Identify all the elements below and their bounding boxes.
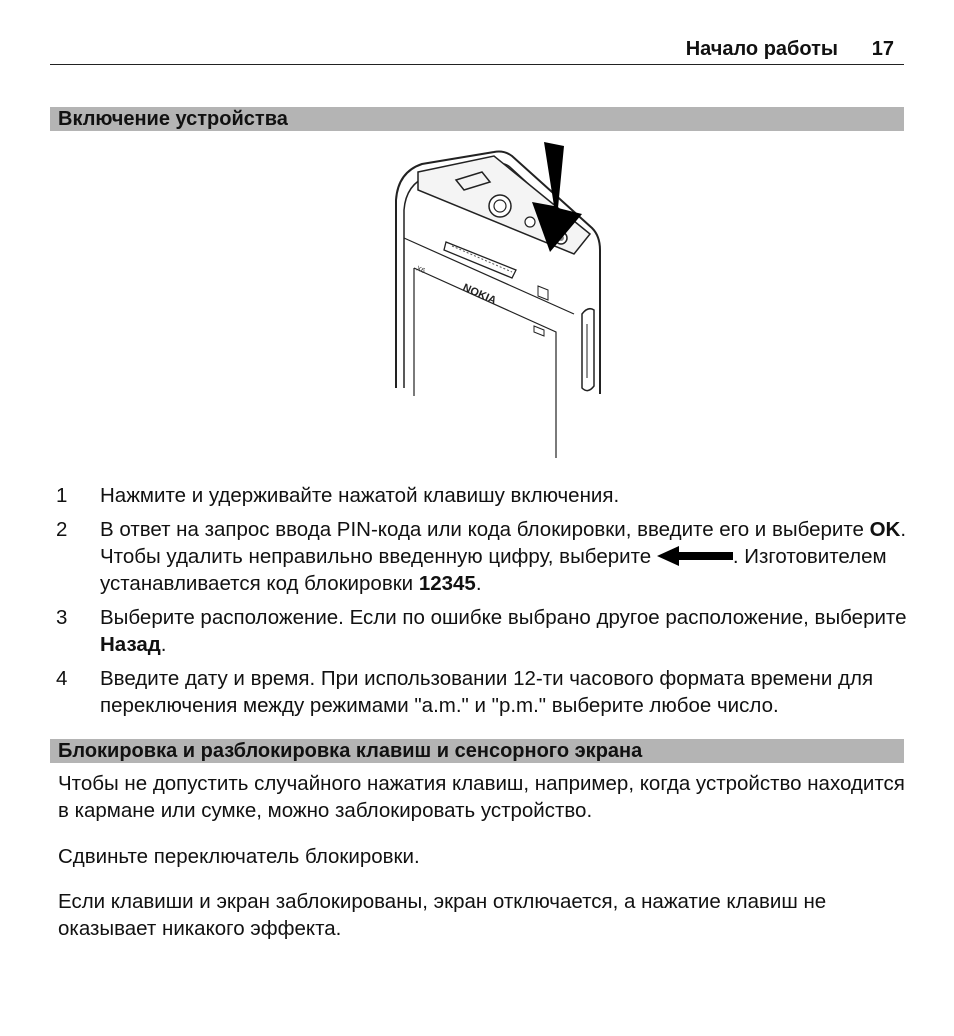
- step-number: 3: [56, 606, 68, 629]
- step-number: 4: [56, 667, 68, 690]
- step-text: В ответ на запрос ввода PIN-кода или кода блокировки, введите его и выберите: [100, 518, 870, 541]
- step-text: .: [160, 633, 167, 656]
- step-item: [50, 604, 910, 658]
- step-text: Нажмите и удерживайте нажатой клавишу включения.: [100, 484, 620, 507]
- step-text: Введите дату и время. При использовании 12-ти часового формата времени для переключения между режимами "a.m." и "p.m." выберите любое число.: [100, 667, 874, 717]
- step-number: 1: [56, 484, 68, 507]
- step-text: .: [475, 572, 482, 595]
- page-header: [50, 36, 904, 65]
- default-lock-code: 12345: [418, 572, 476, 595]
- section-heading-power-on: [50, 107, 904, 131]
- paragraph: Сдвиньте переключатель блокировки.: [58, 845, 420, 868]
- section-title: Включение устройства: [58, 108, 288, 130]
- page-number: 17: [871, 38, 894, 60]
- phone-power-key-illustration: [378, 138, 618, 458]
- step-number: 2: [56, 518, 68, 541]
- step-item: [50, 665, 910, 719]
- paragraph: Чтобы не допустить случайного нажатия клавиш, например, когда устройство находится в кармане или сумке, можно заблокировать устройство.: [58, 772, 905, 822]
- steps-list: [50, 482, 910, 726]
- paragraph: Если клавиши и экран заблокированы, экран отключается, а нажатие клавиш не оказывает никакого эффекта.: [58, 890, 827, 940]
- back-key-label: Назад: [100, 633, 161, 656]
- brand-logo: NOKIA: [460, 281, 499, 308]
- step-text: Выберите расположение. Если по ошибке выбрано другое расположение, выберите: [100, 606, 907, 629]
- step-item: [50, 482, 910, 509]
- chapter-title: Начало работы: [685, 38, 838, 60]
- step-text: . Изготовителем устанавливается код блокировки: [100, 545, 887, 595]
- backspace-arrow-icon: [657, 546, 733, 566]
- ok-key-label: OK: [869, 518, 901, 541]
- section-title: Блокировка и разблокировка клавиш и сенсорного экрана: [58, 740, 643, 762]
- step-item: [50, 516, 910, 597]
- step-text: . Чтобы удалить неправильно введенную цифру, выберите: [100, 518, 907, 568]
- model-label: X6: [415, 265, 426, 276]
- section-heading-key-lock: [50, 739, 904, 763]
